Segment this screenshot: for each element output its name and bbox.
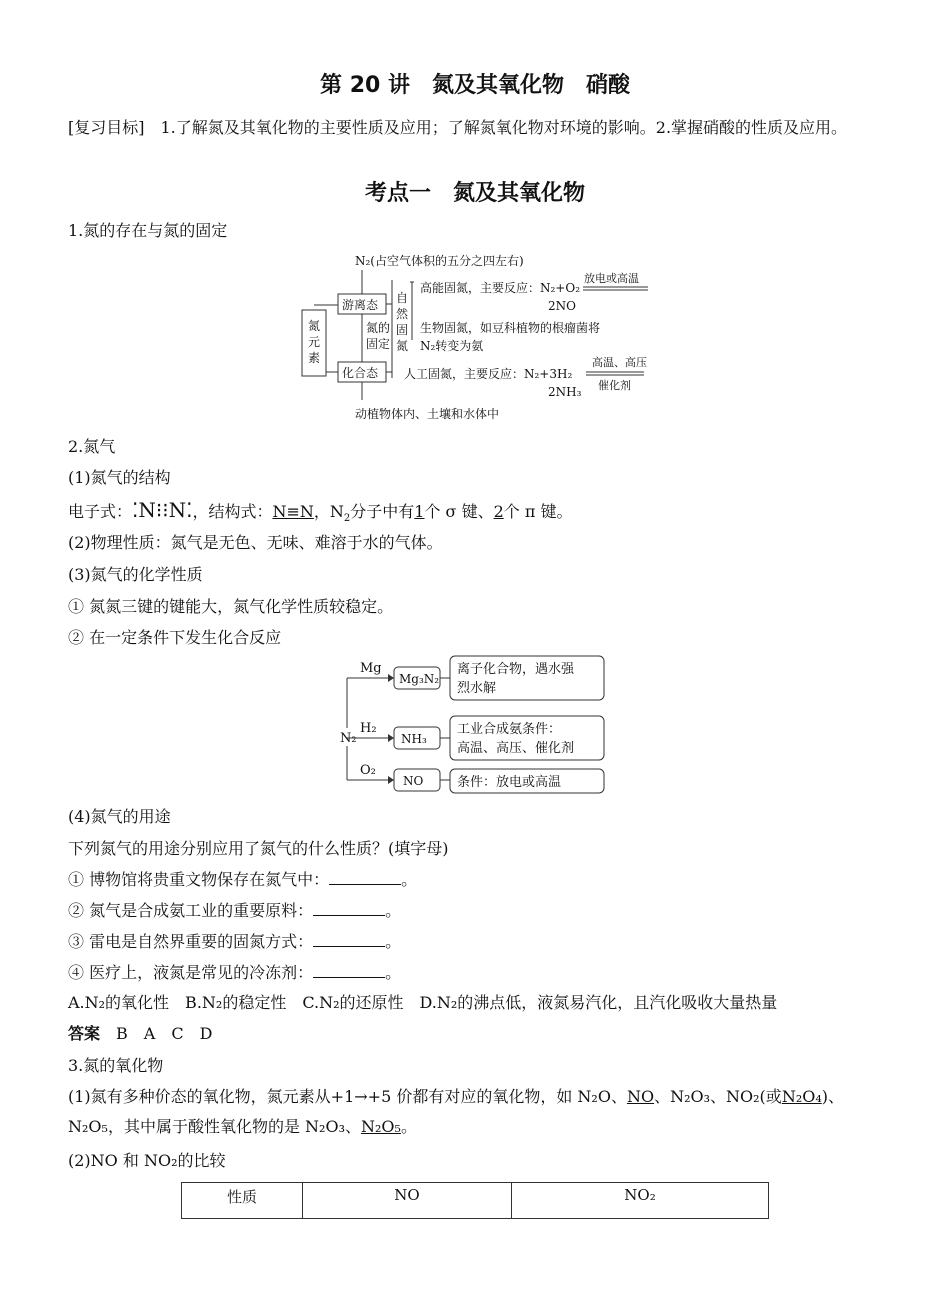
pi-count: 2 — [493, 502, 504, 521]
electron-label: 电子式： — [68, 502, 133, 521]
answer-line — [68, 1023, 888, 1045]
element-char-1: 氮 — [308, 319, 321, 333]
reagent-mg: Mg — [360, 661, 382, 676]
note-h2-2: 高温、高压、催化剂 — [457, 741, 575, 756]
diagram-top-label: N₂(占空气体积的五分之四左右) — [355, 254, 524, 268]
table-row — [182, 1183, 769, 1219]
answer-text: B A C D — [100, 1024, 213, 1043]
s2-chem-1: ① 氮氮三键的键能大，氮气化学性质较稳定。 — [68, 597, 394, 616]
page-title: 第 20 讲 氮及其氧化物 硝酸 — [320, 73, 630, 98]
fixation-label-1: 氮的 — [366, 321, 391, 335]
sigma-text: 个 σ 键、 — [424, 502, 494, 521]
free-state: 游离态 — [342, 298, 379, 312]
combined-state: 化合态 — [342, 366, 379, 380]
element-char-2: 元 — [308, 335, 321, 349]
high-energy-product: 2NO — [548, 299, 576, 313]
fixation-label-2: 固定 — [366, 337, 391, 351]
note-o2-1: 条件：放电或高温 — [457, 775, 562, 790]
goals-label: [复习目标] — [68, 118, 145, 137]
table-header-property: 性质 — [182, 1183, 303, 1219]
natural-char-4: 氮 — [396, 339, 409, 353]
artificial-condition-bottom: 催化剂 — [598, 379, 631, 392]
reagent-h2: H₂ — [360, 721, 377, 736]
nitrogen-fixation-diagram — [300, 250, 660, 428]
oxide-no: NO — [626, 1087, 655, 1106]
answer-blank-2[interactable] — [313, 901, 385, 916]
natural-char-2: 然 — [396, 307, 409, 321]
note-h2-1: 工业合成氨条件： — [457, 722, 562, 737]
high-energy-condition: 放电或高温 — [584, 272, 639, 285]
artificial-condition-top: 高温、高压 — [592, 356, 647, 369]
s1-heading: 1.氮的存在与氮的固定 — [68, 221, 228, 240]
review-goals — [68, 113, 888, 143]
bio-fixation-2: N₂转变为氨 — [420, 339, 484, 353]
s2-physical: (2)物理性质：氮气是无色、无味、难溶于水的气体。 — [68, 533, 443, 552]
center-n2: N₂ — [340, 731, 357, 746]
s3-heading: 3.氮的氧化物 — [68, 1056, 164, 1075]
mol-text-2: 分子中有 — [350, 502, 415, 521]
answer-blank-4[interactable] — [313, 963, 385, 978]
table-header-no: NO — [303, 1183, 512, 1219]
reagent-o2: O₂ — [360, 763, 376, 778]
struct-label: ，结构式： — [192, 502, 273, 521]
s2-heading: 2.氮气 — [68, 437, 116, 456]
section-title: 考点一 氮及其氧化物 — [364, 181, 585, 206]
s2-electron-line: 电子式：⁚N⁝⁝N⁚，结构式：N≡N，$N_2$分子中有1个 σ 键、2个 π 键。 — [68, 498, 573, 525]
comparison-table — [181, 1182, 769, 1219]
table-header-no2: NO₂ — [512, 1183, 769, 1219]
product-nh3: NH₃ — [401, 732, 427, 746]
note-mg-2: 烈水解 — [457, 681, 497, 696]
product-mg3n2: Mg₃N₂ — [399, 672, 440, 686]
sigma-count: 1 — [414, 502, 425, 521]
pi-text: 个 π 键。 — [503, 502, 573, 521]
oxide-n2o4: N₂O₄ — [781, 1087, 822, 1106]
s2-uses: (4)氮气的用途 — [68, 807, 171, 826]
natural-char-3: 固 — [396, 323, 409, 337]
answer-label: 答案 — [68, 1024, 101, 1043]
question-options: A.N₂的氧化性 B.N₂的稳定性 C.N₂的还原性 D.N₂的沸点低，液氮易汽化，且汽化吸收大量热量 — [68, 993, 778, 1012]
oxide-n2o5: N₂O₅ — [360, 1117, 401, 1136]
note-mg-1: 离子化合物，遇水强 — [457, 662, 575, 677]
diagram-bottom-label: 动植物体内、土壤和水体中 — [355, 407, 500, 421]
question-2: ② 氮气是合成氨工业的重要原料： 。 — [68, 901, 402, 920]
bio-fixation-1: 生物固氮，如豆科植物的根瘤菌将 — [420, 321, 601, 335]
artificial-product: 2NH₃ — [548, 385, 582, 399]
element-char-3: 素 — [308, 351, 321, 365]
s3-compare: (2)NO 和 NO₂的比较 — [68, 1151, 226, 1170]
electron-formula: ⁚N⁝⁝N⁚ — [132, 498, 193, 522]
question-3: ③ 雷电是自然界重要的固氮方式： 。 — [68, 932, 402, 951]
mol-text-1: ，N — [313, 502, 344, 521]
answer-blank-1[interactable] — [329, 870, 401, 885]
goals-text: 1.了解氮及其氧化物的主要性质及应用；了解氮氧化物对环境的影响。2.掌握硝酸的性质及应用。 — [144, 118, 848, 137]
s2-structure: (1)氮气的结构 — [68, 468, 171, 487]
artificial-fixation: 人工固氮，主要反应：N₂+3H₂ — [404, 367, 573, 381]
high-energy-fixation: 高能固氮，主要反应：N₂+O₂ — [420, 281, 581, 295]
s2-chemical: (3)氮气的化学性质 — [68, 565, 203, 584]
answer-blank-3[interactable] — [313, 932, 385, 947]
question-4: ④ 医疗上，液氮是常见的冷冻剂： 。 — [68, 963, 402, 982]
s3-oxides-text: (1)氮有多种价态的氧化物，氮元素从+1→+5 价都有对应的氧化物，如 N₂O、NO、N₂O₃、NO₂(或N₂O₄)、N₂O₅，其中属于酸性氧化物的是 N₂O₃、N₂O₅。 — [68, 1087, 845, 1136]
product-no: NO — [403, 774, 424, 788]
struct-formula: N≡N — [272, 502, 314, 521]
question-intro: 下列氮气的用途分别应用了氮气的什么性质？(填字母) — [68, 839, 449, 858]
question-1: ① 博物馆将贵重文物保存在氮气中： 。 — [68, 870, 418, 889]
s2-chem-2: ② 在一定条件下发生化合反应 — [68, 628, 282, 647]
natural-char-1: 自 — [396, 291, 409, 305]
nitrogen-reactions-diagram — [336, 654, 612, 798]
